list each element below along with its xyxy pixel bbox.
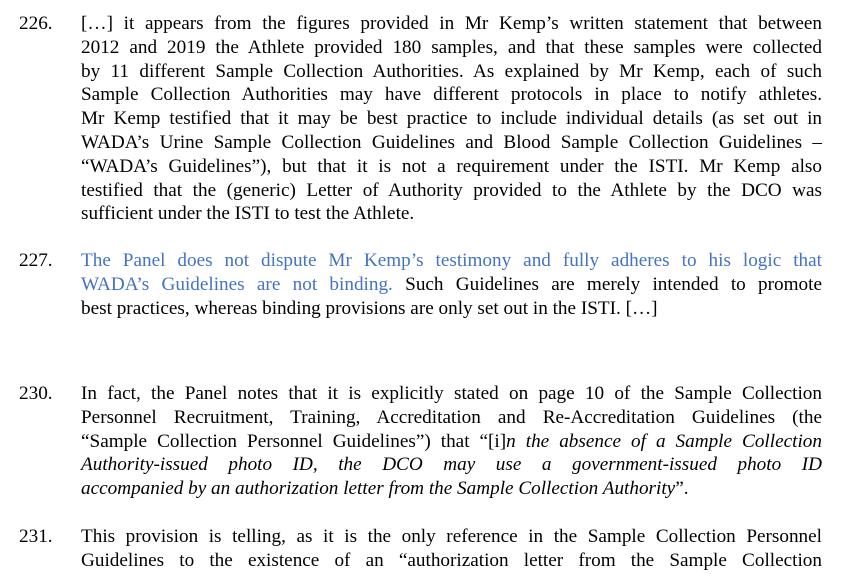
text-line: This provision is telling, as it is the only reference in the Sample Collection Personnel — [81, 526, 822, 547]
text-line: WADA’s Urine Sample Collection Guidelines and Blood Sample Collection Guidelines – — [81, 131, 822, 153]
text-line: by 11 different Sample Collection Authorities. As explained by Mr Kemp, each of such — [81, 60, 822, 82]
text-line: Personnel Recruitment, Training, Accreditation and Re-Accreditation Guidelines (the — [81, 406, 822, 428]
paragraph-number: 230. — [19, 383, 53, 404]
paragraph-number: 227. — [19, 250, 53, 271]
text-line: In fact, the Panel notes that it is explicitly stated on page 10 of the Sample Collection — [81, 383, 822, 404]
text-line — [81, 430, 822, 454]
text-line: […] it appears from the figures provided in Mr Kemp’s written statement that between — [81, 13, 822, 34]
text-line: sufficient under the ISTI to test the Athlete. — [81, 203, 415, 225]
text-segment: Such Guidelines are merely intended to promote — [392, 273, 822, 295]
highlighted-text: WADA’s Guidelines are not binding. — [81, 273, 393, 295]
paragraph-text — [81, 249, 822, 320]
text-line — [81, 273, 822, 297]
text-line: 2012 and 2019 the Athlete provided 180 samples, and that these samples were collected — [81, 36, 822, 58]
paragraph-number: 226. — [19, 13, 53, 34]
paragraph-number: 231. — [19, 526, 53, 547]
text-line: best practices, whereas binding provisions are only set out in the ISTI. […] — [81, 297, 658, 319]
text-line — [81, 477, 822, 501]
text-line: “WADA’s Guidelines”), but that it is not a requirement under the ISTI. Mr Kemp also — [81, 155, 822, 177]
text-line: testified that the (generic) Letter of Authority provided to the Athlete by the DCO was — [81, 179, 822, 201]
text-segment: “Sample Collection Personnel Guidelines”) that “[i] — [81, 430, 507, 452]
quoted-italic-text: n the absence of a Sample Collection — [506, 430, 822, 452]
quoted-italic-text: Authority-issued photo ID, the DCO may use a government-issued photo ID — [81, 454, 822, 476]
paragraph-text — [81, 382, 822, 501]
quoted-italic-text: accompanied by an authorization letter from the Sample Collection Authority — [81, 478, 676, 500]
paragraph-text — [81, 12, 822, 226]
text-line: Sample Collection Authorities may have different protocols in place to notify athletes. — [81, 84, 822, 106]
text-segment: ”. — [675, 478, 689, 500]
text-line: Guidelines to the existence of an “authorization letter from the Sample Collection — [81, 549, 822, 571]
text-line: Mr Kemp testified that it may be best practice to include individual details (as set out in — [81, 108, 822, 130]
paragraph-text — [81, 525, 822, 573]
highlighted-text: The Panel does not dispute Mr Kemp’s testimony and fully adheres to his logic that — [81, 250, 822, 271]
